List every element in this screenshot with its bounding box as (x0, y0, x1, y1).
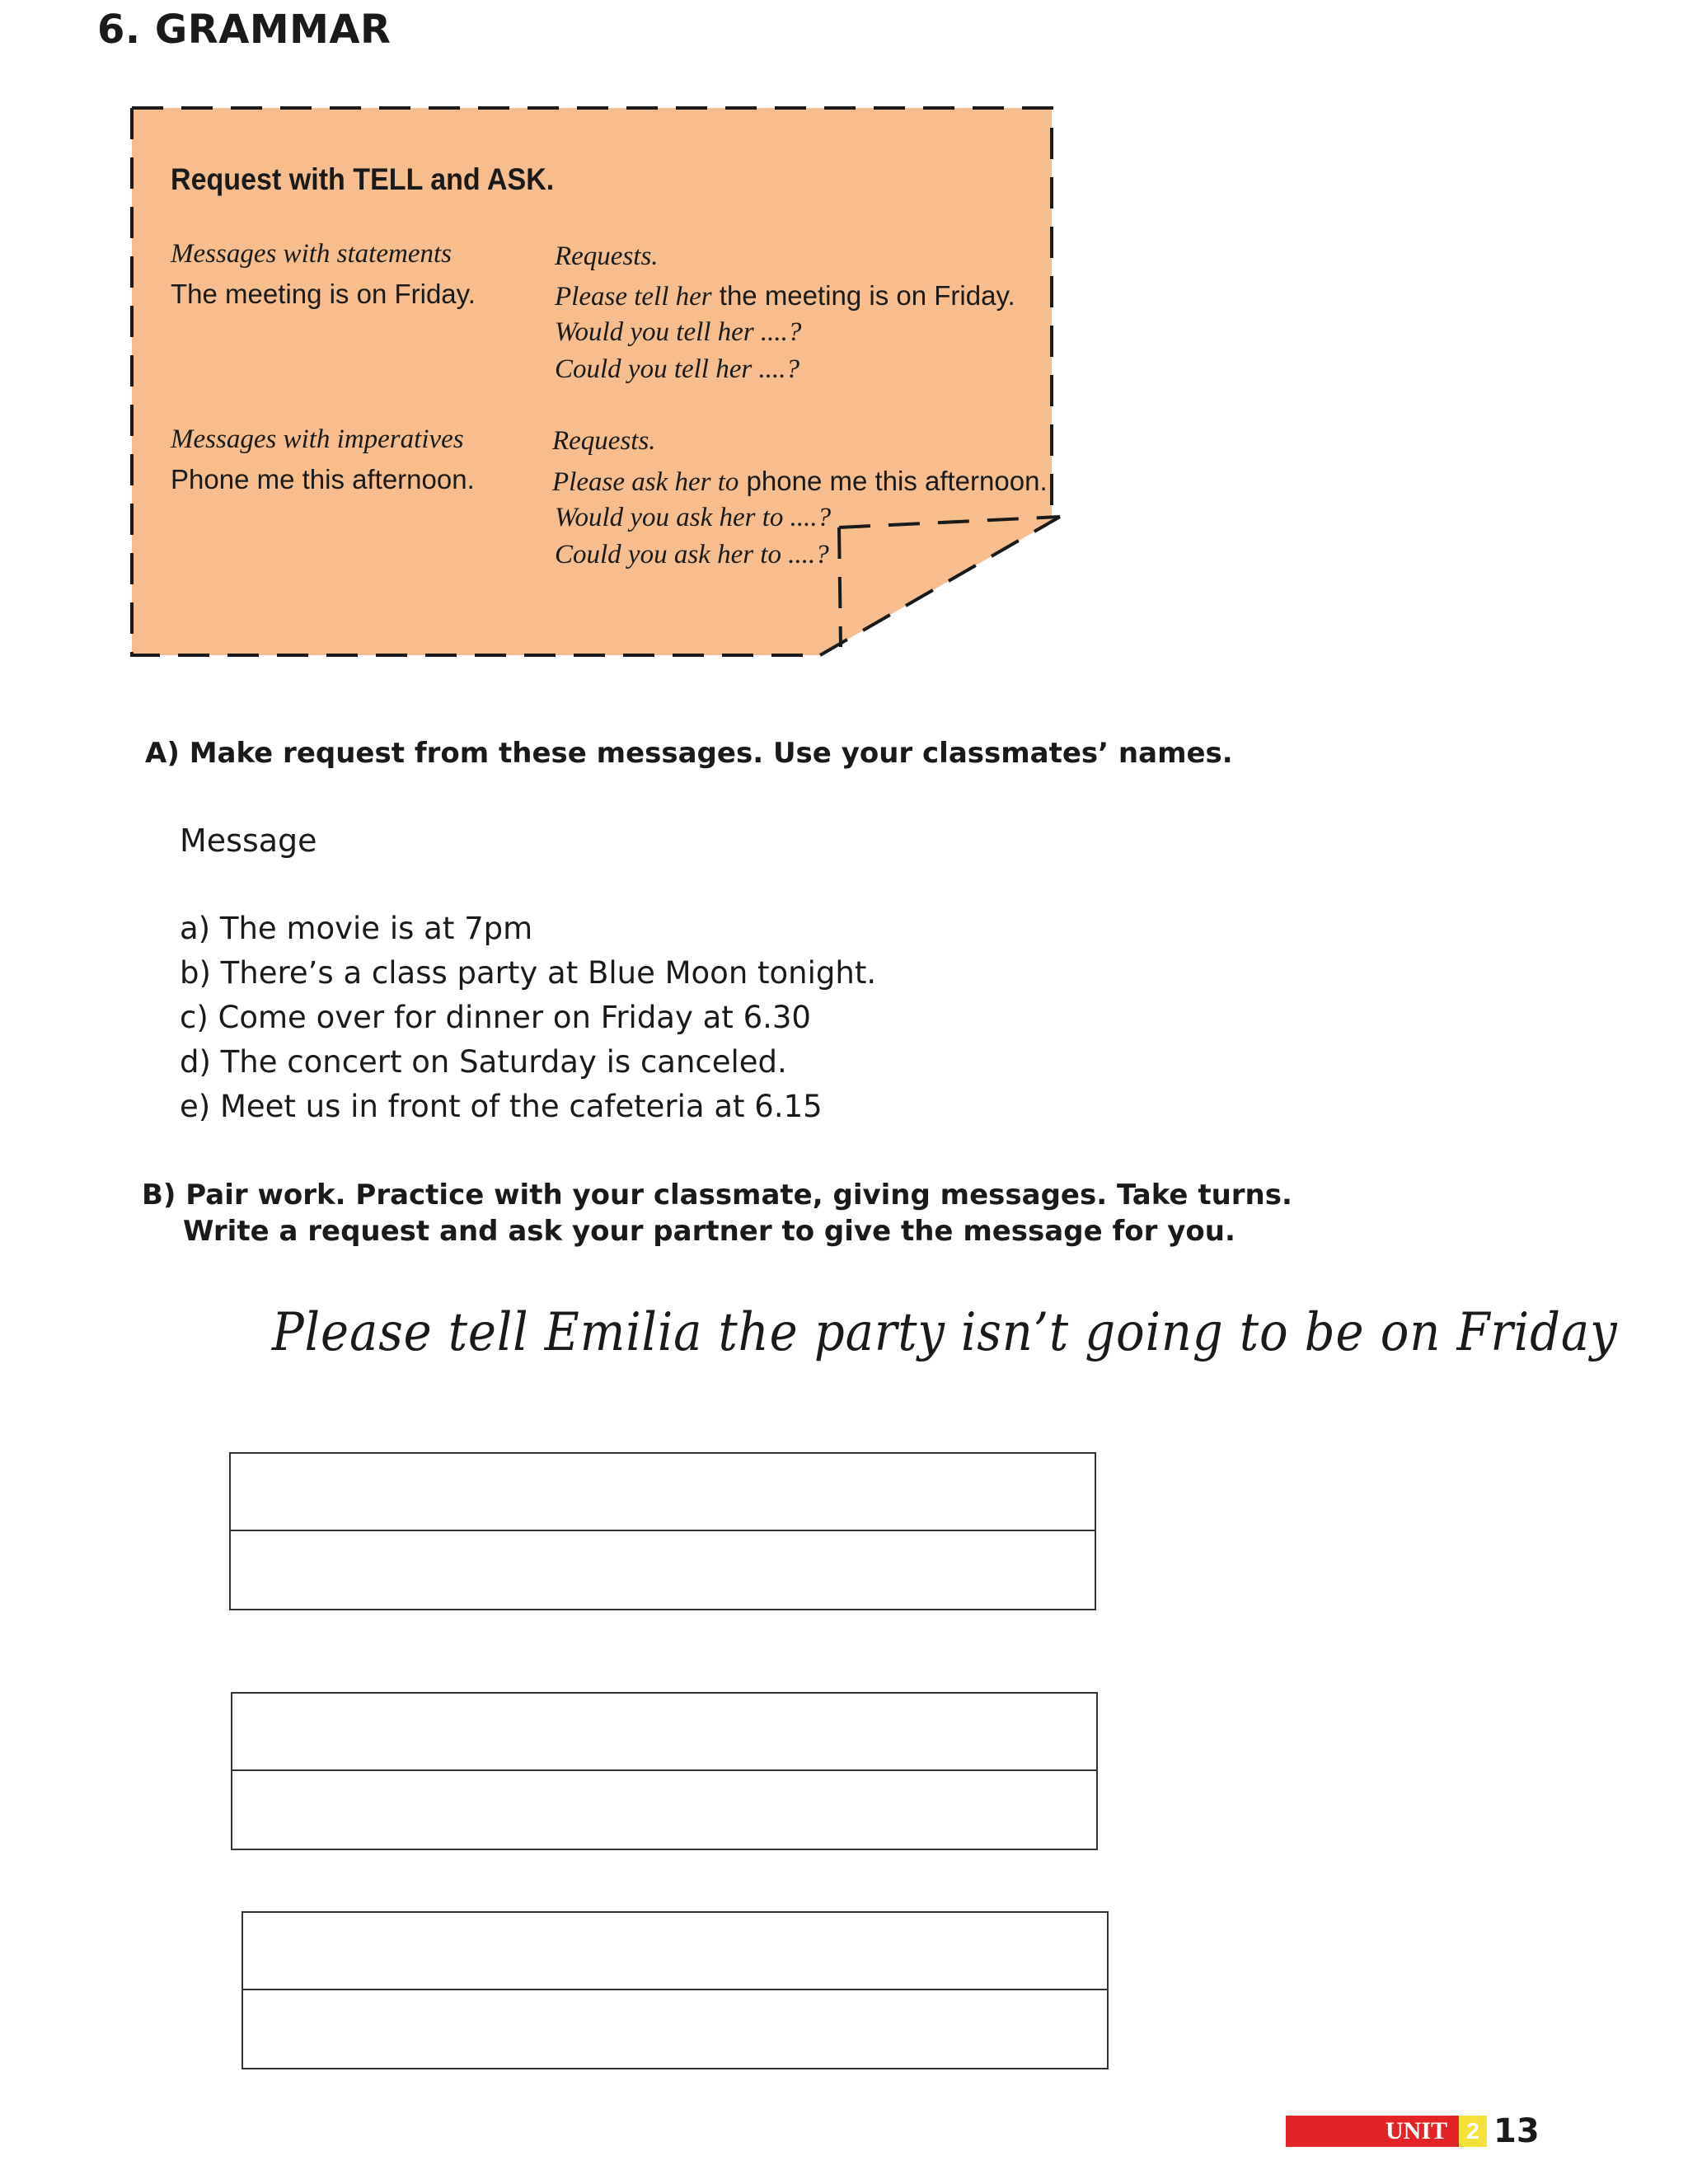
statements-request-1-italic: Please tell her (555, 282, 712, 312)
list-item: c) Come over for dinner on Friday at 6.30 (180, 1000, 811, 1035)
answer-line[interactable] (232, 1694, 1096, 1771)
exercise-b-instruction-1: B) Pair work. Practice with your classmate, giving messages. Take turns. (142, 1179, 1292, 1212)
statements-request-1 (555, 280, 1015, 312)
section-title: 6. GRAMMAR (97, 7, 392, 53)
imperatives-request-3: Could you ask her to ....? (555, 540, 829, 569)
answer-box-2 (231, 1692, 1098, 1850)
imperatives-heading: Messages with imperatives (171, 424, 464, 454)
list-item: d) The concert on Saturday is canceled. (180, 1044, 787, 1080)
imperatives-request-1-rest: phone me this afternoon. (738, 466, 1048, 496)
statements-example: The meeting is on Friday. (171, 279, 476, 309)
imperatives-request-2: Would you ask her to ....? (555, 503, 832, 532)
unit-label: UNIT (1286, 2116, 1459, 2147)
list-item: e) Meet us in front of the cafeteria at 6.15 (180, 1089, 823, 1124)
imperatives-request-1-italic: Please ask her to (552, 467, 739, 497)
message-list (180, 907, 876, 1129)
answer-box-3 (241, 1911, 1109, 2069)
list-item: b) There’s a class party at Blue Moon tonight. (180, 955, 877, 991)
imperatives-requests-heading: Requests. (552, 426, 656, 456)
statements-request-3: Could you tell her ....? (555, 354, 799, 384)
statements-heading: Messages with statements (171, 239, 452, 269)
answer-line[interactable] (231, 1531, 1095, 1609)
grammar-box (124, 103, 1080, 672)
message-label: Message (180, 823, 317, 859)
statements-request-1-rest: the meeting is on Friday. (711, 280, 1015, 311)
page-footer (1286, 2112, 1540, 2150)
imperatives-example: Phone me this afternoon. (171, 464, 475, 494)
answer-box-1 (229, 1452, 1096, 1610)
page-number: 13 (1493, 2112, 1540, 2150)
exercise-a-instruction: A) Make request from these messages. Use your classmates’ names. (145, 737, 1233, 770)
answer-line[interactable] (243, 1990, 1107, 2068)
answer-line[interactable] (232, 1771, 1096, 1849)
grammar-box-title: Request with TELL and ASK. (171, 162, 555, 196)
statements-request-2: Would you tell her ....? (555, 317, 802, 347)
imperatives-request-1 (552, 466, 1048, 498)
handwritten-example: Please tell Emilia the party isn’t going to be on Friday (272, 1302, 1618, 1363)
list-item: a) The movie is at 7pm (180, 911, 533, 946)
answer-line[interactable] (243, 1913, 1107, 1990)
answer-line[interactable] (231, 1454, 1095, 1531)
exercise-b-instruction-2: Write a request and ask your partner to give the message for you. (183, 1215, 1236, 1248)
statements-requests-heading: Requests. (555, 241, 659, 271)
unit-number: 2 (1459, 2116, 1487, 2147)
